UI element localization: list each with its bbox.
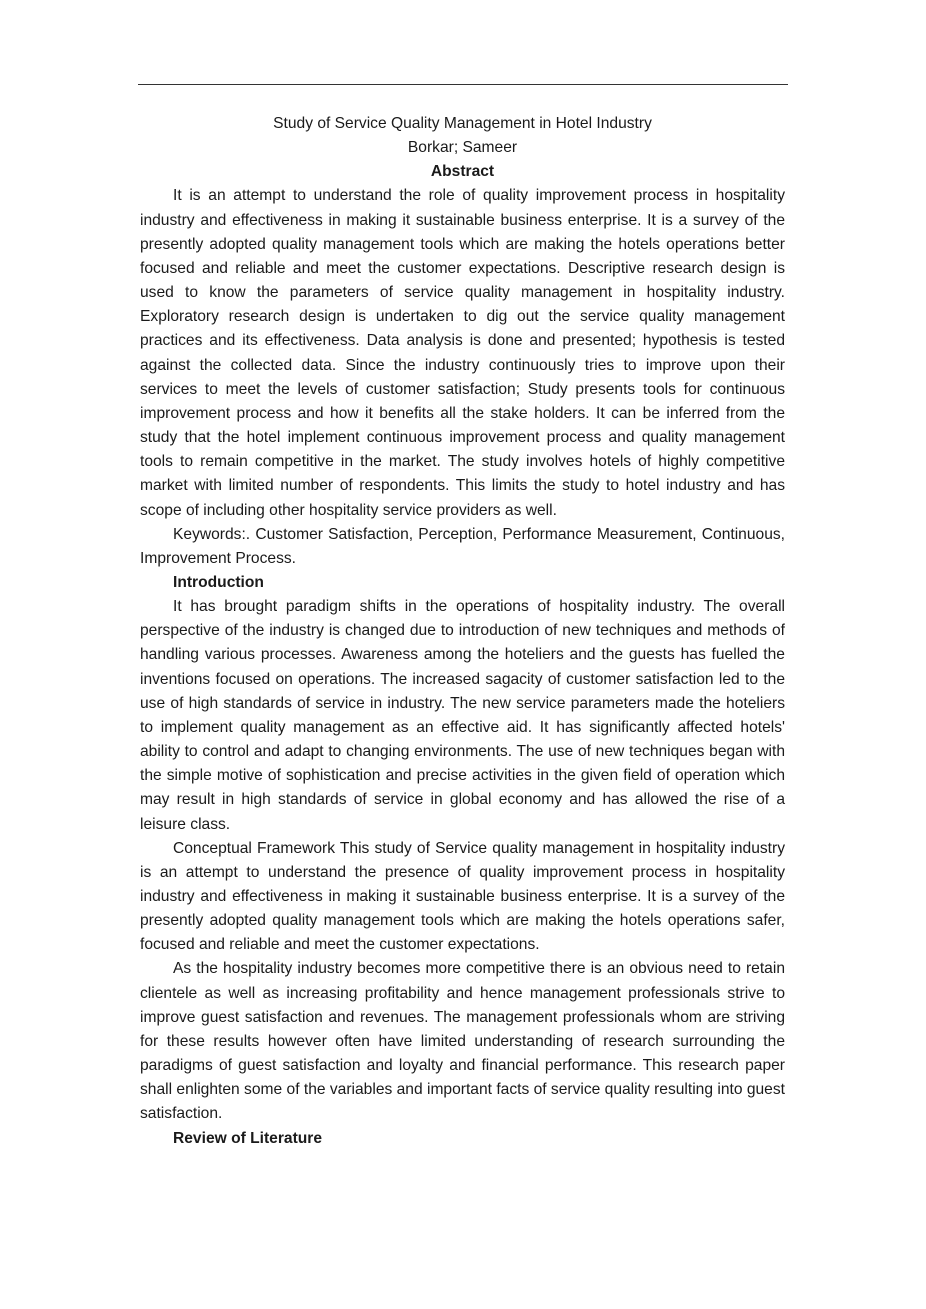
paper-body	[140, 112, 785, 1151]
introduction-heading: Introduction	[173, 573, 264, 591]
paper-author: Borkar; Sameer	[407, 139, 518, 157]
introduction-paragraph-1: It has brought paradigm shifts in the operations of hospitality industry. The overall perspective of the industry is changed due to introduction of new techniques and methods of handling various processes. Awareness among the hoteliers and the guests has fuelled the inventions focused on operations. The increased sagacity of customer satisfaction led to the use of high standards of service in industry. The new service parameters made the hoteliers to implement quality management as an effective aid. It has significantly affected hotels' ability to control and adapt to changing environments. The use of new techniques began with the simple motive of sophistication and precise activities in the given field of operation which may result in high standards of service in global economy and has allowed the rise of a leisure class.	[140, 598, 785, 833]
review-of-literature-heading: Review of Literature	[173, 1129, 323, 1147]
introduction-paragraph-2: Conceptual Framework This study of Service quality management in hospitality industry is an attempt to understand the presence of quality improvement process in hospitality industry and effectiveness in making it sustainable business enterprise. It is a survey of the presently adopted quality management tools which are making the hotels operations safer, focused and reliable and meet the customer expectations.	[140, 839, 785, 954]
introduction-paragraph-3: As the hospitality industry becomes more competitive there is an obvious need to retain clientele as well as increasing profitability and hence management professionals strive to improve guest satisfaction and revenues. The management professionals whom are striving for these results however often have limited understanding of research surrounding the paradigms of guest satisfaction and loyalty and financial performance. This research paper shall enlighten some of the variables and important facts of service quality resulting into guest satisfaction.	[140, 960, 785, 1123]
abstract-heading: Abstract	[430, 163, 495, 181]
header-rule	[138, 84, 788, 85]
abstract-paragraph: It is an attempt to understand the role of quality improvement process in hospitality industry and effectiveness in making it sustainable business enterprise. It is a survey of the presently adopted quality management tools which are making the hotels operations better focused and reliable and meet the customer expectations. Descriptive research design is used to know the parameters of service quality management in hospitality industry. Exploratory research design is undertaken to dig out the service quality management practices and its effectiveness. Data analysis is done and presented; hypothesis is tested against the collected data. Since the industry continuously tries to improve upon their services to meet the levels of customer satisfaction; Study presents tools for continuous improvement process and how it benefits all the stake holders. It can be inferred from the study that the hotel implement continuous improvement process and quality management tools to remain competitive in the market. The study involves hotels of highly competitive market with limited number of respondents. This limits the study to hotel industry and has scope of including other hospitality service providers as well.	[140, 187, 785, 519]
keywords-paragraph: Keywords:. Customer Satisfaction, Perception, Performance Measurement, Continuous, Improvement Process.	[140, 525, 785, 567]
paper-title: Study of Service Quality Management in Hotel Industry	[273, 115, 652, 132]
